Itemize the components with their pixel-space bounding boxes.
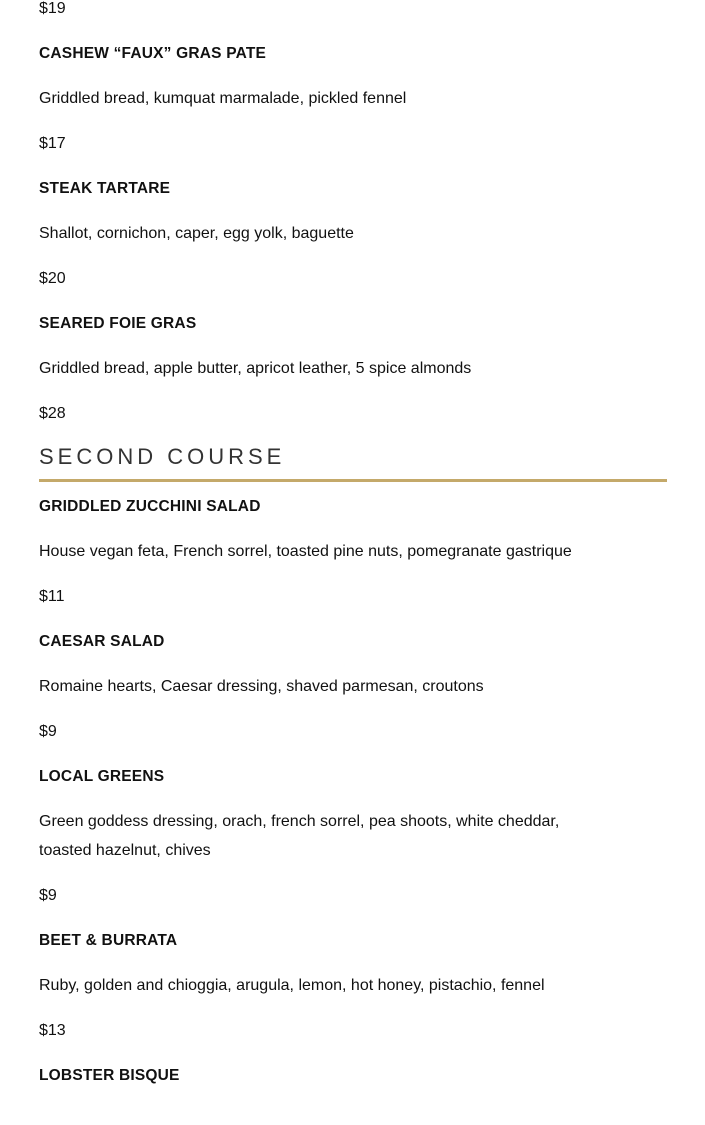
menu-page [39,0,667,1090]
menu-item-description: House vegan feta, French sorrel, toasted pine nuts, pomegranate gastrique [39,543,572,560]
menu-item-name: BEET & BURRATA [39,932,178,949]
menu-item [39,1061,667,1090]
menu-item-description: Romaine hearts, Caesar dressing, shaved parmesan, croutons [39,678,484,695]
menu-item-description: Ruby, golden and chioggia, arugula, lemon, hot honey, pistachio, fennel [39,977,545,994]
menu-item-price: $9 [39,723,57,740]
menu-item-name: SEARED FOIE GRAS [39,315,197,332]
menu-item-description: Griddled bread, kumquat marmalade, pickled fennel [39,90,407,107]
menu-item-description: Griddled bread, apple butter, apricot leather, 5 spice almonds [39,360,472,377]
menu-item [39,39,667,174]
menu-item [39,627,667,762]
menu-item-price: $17 [39,135,66,152]
menu-item [39,174,667,309]
menu-item-description: Green goddess dressing, orach, french sorrel, pea shoots, white cheddar, [39,813,560,830]
menu-item [39,926,667,1061]
menu-item-name: CAESAR SALAD [39,633,165,650]
menu-item-name: CASHEW “FAUX” GRAS PATE [39,45,267,62]
section-header [39,440,667,482]
menu-item-description: toasted hazelnut, chives [39,842,211,859]
menu-item-price: $11 [39,588,65,605]
menu-item-price: $28 [39,405,66,422]
menu-item [39,492,667,627]
menu-item-price: $13 [39,1022,66,1039]
menu-item-name: GRIDDLED ZUCCHINI SALAD [39,498,261,515]
section-title: SECOND COURSE [39,444,286,469]
menu-item-name: STEAK TARTARE [39,180,171,197]
menu-item [39,309,667,428]
menu-item-price: $20 [39,270,66,287]
menu-item-description: Shallot, cornichon, caper, egg yolk, baguette [39,225,354,242]
menu-item [39,762,667,926]
menu-item-price: $9 [39,887,57,904]
menu-item-name: LOCAL GREENS [39,768,165,785]
menu-item-name: LOBSTER BISQUE [39,1067,180,1084]
section-divider [39,479,667,482]
menu-item-price: $19 [39,0,66,17]
